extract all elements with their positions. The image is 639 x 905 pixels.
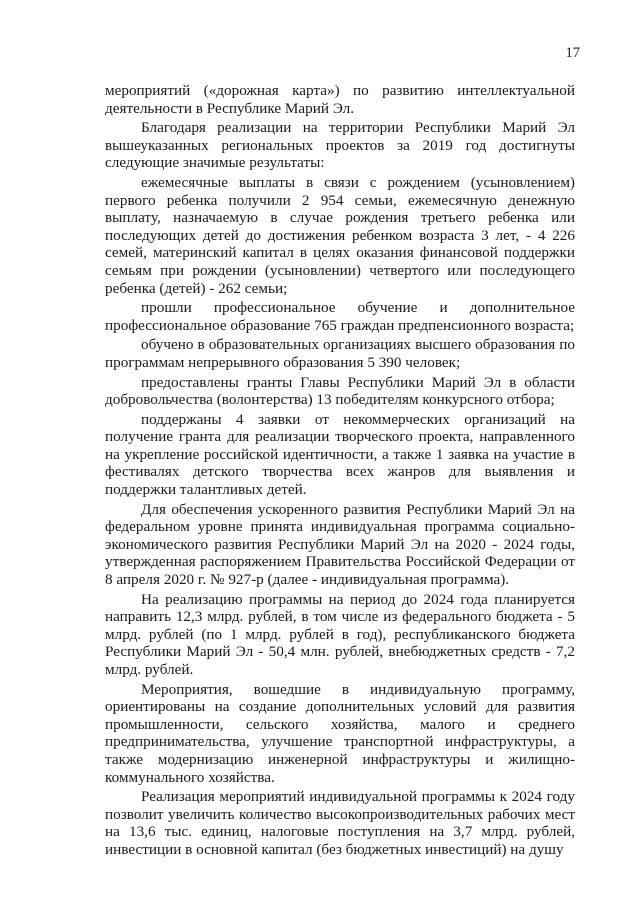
paragraph-family-payments: ежемесячные выплаты в связи с рождением (усыновлением) первого ребенка получили 2 954 семьи, ежемесячную денежную выплату, назначаемую в случае рождения третьего ребенка или последующих детей до достижения ребенком возраста 3 лет, - 4 226 семей, материнский капитал в целях оказания финансовой поддержки семьям при рождении (усыновлении) четвертого или последующего ребенка (детей) - 262 семьи; — [105, 173, 575, 297]
page-number: 17 — [565, 45, 580, 61]
paragraph-program-funding: На реализацию программы на период до 2024 года планируется направить 12,3 млрд. рублей, в том числе из федерального бюджета - 5 млрд. рублей (по 1 млрд. рублей в год), республиканского бюджета Республики Марий Эл - 50,4 млн. рублей, внебюджетных средств - 7,2 млрд. рублей. — [105, 590, 575, 678]
document-body — [105, 82, 575, 861]
paragraph-roadmap-end: мероприятий («дорожная карта») по развитию интеллектуальной деятельности в Республике Марий Эл. — [105, 82, 575, 117]
paragraph-individual-program: Для обеспечения ускоренного развития Республики Марий Эл на федеральном уровне принята индивидуальная программа социально-экономического развития Республики Марий Эл на 2020 - 2024 годы, утвержденная распоряжением Правительства Российской Федерации от 8 апреля 2020 г. № 927-р (далее - индивидуальная программа). — [105, 500, 575, 589]
paragraph-higher-education: обучено в образовательных организациях высшего образования по программам непрерывного образования 5 390 человек; — [105, 336, 575, 371]
paragraph-pre-retirement-training: прошли профессиональное обучение и дополнительное профессиональное образование 765 граждан предпенсионного возраста; — [105, 299, 575, 334]
paragraph-results-intro: Благодаря реализации на территории Республики Марий Эл вышеуказанных региональных проектов за 2019 год достигнуты следующие значимые результаты: — [105, 119, 575, 172]
paragraph-program-outcomes: Реализация мероприятий индивидуальной программы к 2024 году позволит увеличить количество высокопроизводительных рабочих мест на 13,6 тыс. единиц, налоговые поступления на 3,7 млрд. рублей, инвестиции в основной капитал (без бюджетных инвестиций) на душу — [105, 788, 575, 858]
paragraph-volunteer-grants: предоставлены гранты Главы Республики Марий Эл в области добровольчества (волонтерства) 13 победителям конкурсного отбора; — [105, 373, 575, 409]
paragraph-nonprofit-grants: поддержаны 4 заявки от некоммерческих организаций на получение гранта для реализации творческого проекта, направленного на укрепление российской идентичности, а также 1 заявка на участие в фестивалях детского творчества всех жанров для выявления и поддержки талантливых детей. — [105, 410, 575, 499]
paragraph-program-measures: Мероприятия, вошедшие в индивидуальную программу, ориентированы на создание дополнительных условий для развития промышленности, сельского хозяйства, малого и среднего предпринимательства, улучшение транспортной инфраструктуры, а также модернизацию инженерной инфраструктуры и жилищно-коммунального хозяйства. — [105, 680, 575, 786]
